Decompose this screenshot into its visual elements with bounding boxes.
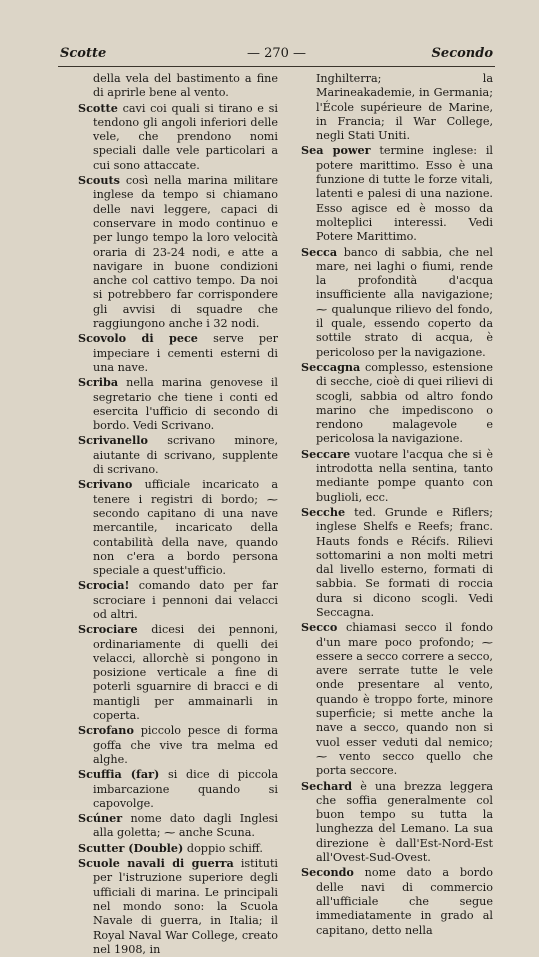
- dictionary-entry: [78, 723, 278, 767]
- dictionary-entry: [301, 620, 493, 778]
- dictionary-entry: [78, 433, 278, 477]
- dictionary-entry: [301, 865, 493, 937]
- entry-term: Scuffia (far): [78, 767, 160, 782]
- dictionary-entry: [78, 72, 278, 101]
- entry-definition: nella marina genovese il segretario che tiene i conti ed esercita l'ufficio di secondo di bordo. Vedi Scrivano.: [93, 376, 278, 433]
- entry-definition: Inghilterra; la Marineakademie, in Germania; l'École supérieure de Marine, in Francia; il War College, negli Stati Uniti.: [316, 72, 493, 143]
- dictionary-entry: [78, 811, 278, 841]
- entry-term: Scriba: [78, 375, 119, 390]
- dictionary-entry: [301, 505, 493, 620]
- entry-definition: è una brezza leggera che soffia generalmente col buon tempo su tutta la lunghezza del Lemano. La sua direzione è dall'Est-Nord-Est all'Ovest-Sud-Ovest.: [316, 779, 493, 865]
- entry-term: Scutter (Double): [78, 840, 184, 855]
- dictionary-entry: [301, 72, 493, 143]
- dictionary-entry: [301, 360, 493, 447]
- entry-term: Secca: [301, 244, 338, 259]
- running-header: [60, 46, 493, 64]
- entry-definition: ted. Grunde e Riflers; inglese Shelfs e Reefs; franc. Hauts fonds e Récifs. Rilievi sottomarini a non molti metri dal livello esterno, formati di sabbia. Se formati di roccia dura si dicono scogli. Vedi Seccagna.: [316, 505, 493, 619]
- entry-definition: nome dato dagli Inglesi alla goletta; ⁓ anche Scuna.: [93, 812, 279, 840]
- dictionary-entry: [78, 173, 278, 331]
- dictionary-entry: [78, 841, 278, 856]
- entry-definition: istituti per l'istruzione superiore degli ufficiali di marina. Le principali nel mondo sono: la Scuola Navale di guerra, in Italia; il Royal Naval War College, creato nel 1908, in: [93, 857, 279, 956]
- entry-definition: banco di sabbia, che nel mare, nei laghi o fiumi, rende la profondità d'acqua insufficiente alla navigazione; ⁓ qualunque rilievo del fondo, il quale, essendo coperto da sottile strato di acqua, è pericoloso per la navigazione.: [316, 245, 493, 359]
- entry-term: Scovolo di pece: [78, 331, 198, 346]
- entry-definition: serve per impeciare i cementi esterni di una nave.: [93, 332, 278, 374]
- entry-definition: della vela del bastimento a fine di aprirle bene al vento.: [93, 72, 278, 100]
- entry-definition: chiamasi secco il fondo d'un mare poco profondo; ⁓ essere a secco correre a secco, avere serrate tutte le vele onde presentare al vento, quando è troppo forte, minore superficie; si mette anche la nave a secco, quando non si vuol esser veduti dal nemico; ⁓ vento secco quello che porta seccore.: [316, 621, 493, 778]
- left-column: [78, 72, 278, 957]
- dictionary-entry: [78, 767, 278, 811]
- entry-definition: scrivano minore, aiutante di scrivano, supplente di scrivano.: [93, 434, 279, 477]
- header-first-term: Scotte: [60, 46, 107, 61]
- entry-term: Scúner: [78, 811, 123, 826]
- entry-term: Scouts: [78, 173, 120, 188]
- dictionary-entry: [78, 477, 278, 578]
- entry-definition: comando dato per far scrociare i pennoni dai velacci od altri.: [93, 579, 278, 621]
- entry-definition: nome dato a bordo delle navi di commercio all'ufficiale che segue immediatamente in grado al capitano, detto nella: [316, 866, 493, 937]
- entry-term: Scuole navali di guerra: [78, 856, 234, 871]
- dictionary-entry: [78, 101, 278, 173]
- header-last-term: Secondo: [431, 46, 493, 61]
- entry-term: Secondo: [301, 865, 354, 880]
- entry-definition: si dice di piccola imbarcazione quando si capovolge.: [93, 768, 278, 810]
- entry-term: Scotte: [78, 100, 118, 115]
- entry-term: Scrocia!: [78, 578, 130, 593]
- entry-term: Sea power: [301, 143, 371, 158]
- dictionary-entry: [78, 375, 278, 433]
- entry-term: Scrofano: [78, 723, 134, 738]
- entry-definition: piccolo pesce di forma goffa che vive tra melma ed alghe.: [93, 724, 278, 766]
- entry-definition: dicesi dei pennoni, ordinariamente di quelli dei velacci, allorchè si pongono in posizione verticale a fine di poterli sguarnire di bracci e di mantigli per ammainarli in coperta.: [93, 623, 279, 723]
- dictionary-entry: [78, 622, 278, 723]
- dictionary-entry: [78, 856, 278, 957]
- dictionary-entry: [301, 447, 493, 505]
- entry-term: Scrivanello: [78, 433, 148, 448]
- entry-definition: complesso, estensione di secche, cioè di quei rilievi di scogli, sabbia od altro fondo marino che impediscono o rendono malagevole e pericolosa la navigazione.: [316, 360, 493, 446]
- entry-definition: cavi coi quali si tirano e si tendono gli angoli inferiori delle vele, che prendono nomi speciali dalle vele particolari a cui sono attaccate.: [93, 101, 279, 172]
- right-column: [301, 72, 493, 938]
- dictionary-entry: [301, 143, 493, 244]
- dictionary-entry: [301, 779, 493, 866]
- entry-definition: termine inglese: il potere marittimo. Esso è una funzione di tutte le forze vitali, latenti e palesi di una nazione. Esso agisce ed è mosso da molteplici interessi. Vedi Potere Marittimo.: [316, 144, 493, 244]
- page-number: — 270 —: [246, 46, 307, 61]
- entry-definition: doppio schiff.: [186, 841, 263, 855]
- entry-term: Seccare: [301, 446, 351, 461]
- dictionary-entry: [78, 331, 278, 375]
- entry-term: Secche: [301, 504, 346, 519]
- header-rule: [58, 66, 495, 67]
- dictionary-entry: [301, 245, 493, 360]
- entry-term: Scrivano: [78, 477, 133, 492]
- entry-term: Seccagna: [301, 359, 361, 374]
- entry-definition: vuotare l'acqua che si è introdotta nella sentina, tanto mediante pompe quanto con buglioli, ecc.: [316, 447, 493, 504]
- entry-definition: così nella marina militare inglese da tempo si chiamano delle navi leggere, capaci di conservare in modo continuo e per lungo tempo la loro velocità oraria di 23-24 nodi, e atte a navigare in buone condizioni anche col cattivo tempo. Da noi si potrebbero far corrispondere gli avvisi di squadre che raggiungono anche i 32 nodi.: [93, 174, 279, 331]
- entry-term: Sechard: [301, 778, 353, 793]
- entry-term: Scrociare: [78, 622, 138, 637]
- entry-definition: ufficiale incaricato a tenere i registri di bordo; ⁓ secondo capitano di una nave mercantile, incaricato della contabilità della nave, quando non c'era a bordo persona speciale a quest'ufficio.: [93, 478, 278, 578]
- dictionary-entry: [78, 578, 278, 622]
- entry-term: Secco: [301, 620, 338, 635]
